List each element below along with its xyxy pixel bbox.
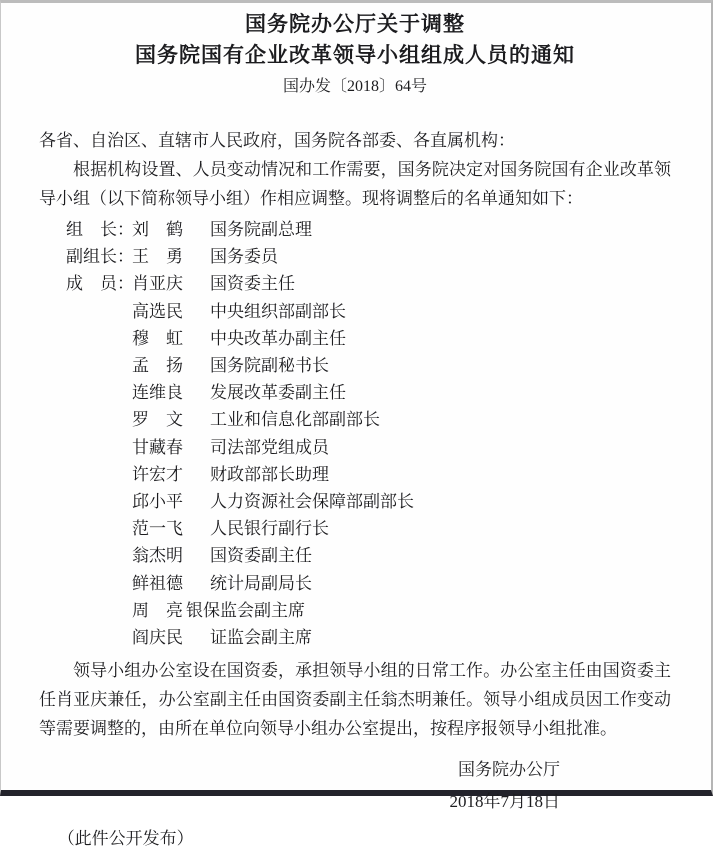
member-row xyxy=(66,325,671,352)
member-role xyxy=(66,325,132,352)
member-row xyxy=(66,542,671,569)
member-role: 组 长： xyxy=(66,220,134,239)
member-name: 翁杰明 xyxy=(132,546,183,566)
member-row xyxy=(66,406,671,433)
member-title: 中央改革办副主任 xyxy=(210,328,346,348)
member-name: 甘藏春 xyxy=(132,437,183,457)
closing-paragraph: 领导小组办公室设在国资委，承担领导小组的日常工作。办公室主任由国资委主任肖亚庆兼任，办公室副主任由国资委副主任翁杰明兼任。领导小组成员因工作变动等需要调整的，由所在单位向领导小组办公室提出，按程序报领导小组批准。 xyxy=(39,661,671,739)
member-name: 许宏才 xyxy=(132,464,183,484)
member-list xyxy=(39,216,671,651)
member-title: 国务委员 xyxy=(210,247,278,267)
member-name: 穆 虹 xyxy=(132,328,183,348)
member-title: 国资委主任 xyxy=(210,274,295,294)
member-row xyxy=(66,624,671,651)
member-row xyxy=(66,298,671,325)
member-role xyxy=(66,570,132,597)
salutation: 各省、自治区、直辖市人民政府，国务院各部委、各直属机构： xyxy=(39,131,515,150)
member-role xyxy=(66,434,132,461)
member-title: 国务院副秘书长 xyxy=(210,356,329,376)
public-release-note: （此件公开发布） xyxy=(57,829,194,849)
document-title-line2: 国务院国有企业改革领导小组组成人员的通知 xyxy=(135,43,575,67)
member-row xyxy=(66,379,671,406)
member-title: 工业和信息化部副部长 xyxy=(210,410,380,430)
member-name: 肖亚庆 xyxy=(132,274,183,294)
member-title: 国资委副主任 xyxy=(210,546,312,566)
member-role xyxy=(66,542,132,569)
member-row xyxy=(66,515,671,542)
title-block xyxy=(39,9,671,99)
intro-paragraph: 根据机构设置、人员变动情况和工作需要，国务院决定对国务院国有企业改革领导小组（以下简称领导小组）作相应调整。现将调整后的名单通知如下： xyxy=(39,160,671,208)
member-row xyxy=(66,488,671,515)
member-role xyxy=(66,379,132,406)
signature-date: 2018年7月18日 xyxy=(449,792,560,812)
member-row xyxy=(66,570,671,597)
member-row xyxy=(66,352,671,379)
member-title: 人力资源社会保障部副部长 xyxy=(210,492,414,512)
signer: 国务院办公厅 xyxy=(458,760,560,780)
member-row xyxy=(66,597,671,624)
member-row xyxy=(66,270,671,297)
member-title: 人民银行副行长 xyxy=(210,519,329,539)
member-role: 成 员： xyxy=(66,274,134,294)
member-name: 王 勇 xyxy=(132,247,183,267)
member-role xyxy=(66,406,132,433)
member-title: 发展改革委副主任 xyxy=(210,383,346,403)
member-name: 罗 文 xyxy=(132,410,183,430)
member-title: 银保监会副主席 xyxy=(186,600,305,620)
member-role xyxy=(66,624,132,651)
member-role xyxy=(66,461,132,488)
member-name: 鲜祖德 xyxy=(132,573,183,593)
member-name: 刘 鹤 xyxy=(132,220,183,239)
member-row xyxy=(66,216,671,243)
member-title: 中央组织部副部长 xyxy=(210,301,346,321)
member-title: 国务院副总理 xyxy=(210,220,312,239)
member-name: 孟 扬 xyxy=(132,356,183,376)
member-row xyxy=(66,434,671,461)
member-title: 司法部党组成员 xyxy=(210,437,329,457)
member-name: 连维良 xyxy=(132,383,183,403)
member-role xyxy=(66,488,132,515)
member-title: 证监会副主席 xyxy=(210,628,312,648)
member-name: 阎庆民 xyxy=(132,628,183,648)
member-role xyxy=(66,352,132,379)
member-row xyxy=(66,461,671,488)
document-number: 国办发〔2018〕64号 xyxy=(282,78,427,95)
member-role xyxy=(66,298,132,325)
member-role xyxy=(66,597,132,624)
member-title: 财政部部长助理 xyxy=(210,464,329,484)
member-name: 邱小平 xyxy=(132,492,183,512)
member-row xyxy=(66,243,671,270)
member-role xyxy=(66,515,132,542)
member-title: 统计局副局长 xyxy=(210,573,312,593)
member-role: 副组长： xyxy=(66,247,134,267)
member-name: 高选民 xyxy=(132,301,183,321)
document-title-line1: 国务院办公厅关于调整 xyxy=(245,12,465,36)
document-content xyxy=(1,3,711,853)
member-name: 范一飞 xyxy=(132,519,183,539)
signature-block xyxy=(39,754,671,818)
member-name: 周 亮 xyxy=(132,600,183,620)
